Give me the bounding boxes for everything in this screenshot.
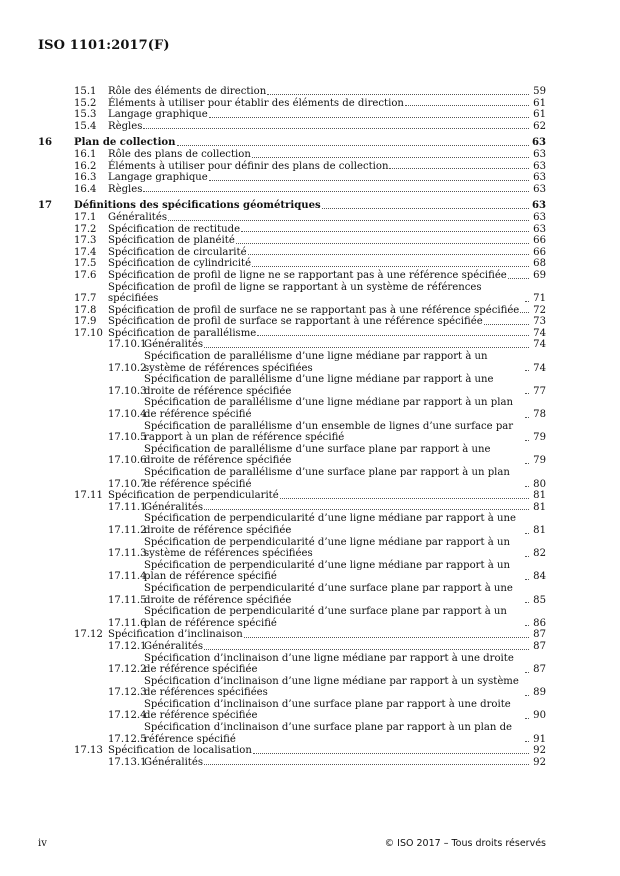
dot-leader bbox=[204, 347, 529, 348]
toc-entry-title: Spécification de parallélisme d’une surface plane par rapport à un plan de référence spécifié bbox=[144, 467, 510, 490]
toc-entry-title: Spécification de profil de ligne se rapportant à un système de références spécifiées bbox=[108, 281, 482, 305]
dot-leader bbox=[252, 157, 529, 158]
toc-entry[interactable] bbox=[38, 200, 546, 212]
toc-entry-number: 17.7 bbox=[74, 293, 97, 305]
dot-leader bbox=[508, 278, 529, 279]
toc-entry-page: 63 bbox=[533, 183, 546, 195]
toc-entry-page: 63 bbox=[533, 160, 546, 172]
dot-leader bbox=[405, 105, 529, 106]
toc-entry-page: 80 bbox=[533, 478, 546, 490]
toc-entry-number: 17 bbox=[38, 200, 53, 212]
toc-entry-title: Règles bbox=[108, 183, 143, 195]
toc-entry-page: 89 bbox=[533, 687, 546, 699]
toc-entry-page: 74 bbox=[533, 339, 546, 351]
dot-leader bbox=[525, 301, 529, 302]
toc-entry-title: Généralités bbox=[144, 501, 204, 513]
dot-leader bbox=[525, 370, 529, 371]
dot-leader bbox=[267, 94, 529, 95]
toc-entry-number: 17.12.4 bbox=[108, 710, 147, 722]
dot-leader bbox=[525, 625, 529, 626]
dot-leader bbox=[525, 463, 529, 464]
toc-entry-title: Spécification d’inclinaison d’une ligne médiane par rapport à un système de références spécifiées bbox=[144, 675, 519, 699]
dot-leader bbox=[241, 231, 529, 232]
toc-entry-title: Spécification de perpendicularité d’une ligne médiane par rapport à un système de références spécifiées bbox=[144, 536, 510, 560]
dot-leader bbox=[520, 312, 529, 313]
toc-entry-title: Spécification de perpendicularité d’une surface plane par rapport à une droite de référence spécifiée bbox=[144, 582, 513, 606]
toc-entry-number: 17.10 bbox=[74, 327, 103, 339]
toc-entry[interactable] bbox=[38, 676, 546, 699]
toc-entry-page: 87 bbox=[533, 664, 546, 676]
toc-entry-number: 17.11.3 bbox=[108, 548, 147, 560]
dot-leader bbox=[525, 579, 529, 580]
toc-entry-number: 17.10.4 bbox=[108, 409, 147, 421]
toc-entry-number: 17.2 bbox=[74, 223, 97, 235]
dot-leader bbox=[280, 498, 529, 499]
dot-leader bbox=[168, 220, 529, 221]
toc-entry[interactable] bbox=[38, 467, 546, 490]
toc-entry[interactable] bbox=[38, 98, 546, 110]
toc-entry-number: 15.3 bbox=[74, 109, 97, 121]
toc-entry-page: 63 bbox=[533, 211, 546, 223]
dot-leader bbox=[525, 393, 529, 394]
toc-entry[interactable] bbox=[38, 757, 546, 769]
toc-entry[interactable] bbox=[38, 121, 546, 133]
toc-entry-page: 63 bbox=[533, 172, 546, 184]
copyright-notice: © ISO 2017 – Tous droits réservés bbox=[384, 838, 546, 849]
dot-leader bbox=[484, 324, 529, 325]
toc-entry[interactable] bbox=[38, 149, 546, 161]
toc-entry-number: 17.12.3 bbox=[108, 687, 147, 699]
toc-entry-page: 79 bbox=[533, 432, 546, 444]
toc-entry-title: Spécification de planéité bbox=[108, 235, 235, 247]
toc-entry[interactable] bbox=[38, 212, 546, 224]
dot-leader bbox=[525, 533, 529, 534]
toc-entry-title: Spécification de perpendicularité d’une ligne médiane par rapport à une droite de référence spécifiée bbox=[144, 513, 516, 536]
document-id-header: ISO 1101:2017(F) bbox=[38, 38, 170, 53]
toc-entry-page: 74 bbox=[533, 327, 546, 339]
toc-entry[interactable] bbox=[38, 137, 546, 149]
toc-entry-page: 84 bbox=[533, 571, 546, 583]
dot-leader bbox=[525, 602, 529, 603]
toc-entry-number: 17.10.7 bbox=[108, 478, 147, 490]
toc-entry-title: Spécification de localisation bbox=[108, 745, 252, 757]
toc-entry-page: 71 bbox=[533, 293, 546, 305]
toc-entry-page: 92 bbox=[533, 745, 546, 757]
toc-entry[interactable] bbox=[38, 339, 546, 351]
toc-entry-number: 17.10.6 bbox=[108, 455, 147, 467]
toc-entry[interactable] bbox=[38, 374, 546, 397]
toc-entry[interactable] bbox=[38, 490, 546, 502]
toc-entry[interactable] bbox=[38, 316, 546, 328]
dot-leader bbox=[525, 695, 529, 696]
toc-entry-number: 15.1 bbox=[74, 86, 97, 97]
toc-entry-page: 63 bbox=[533, 148, 546, 160]
toc-entry-page: 69 bbox=[533, 269, 546, 281]
toc-entry-number: 17.11 bbox=[74, 490, 103, 502]
toc-entry[interactable] bbox=[38, 641, 546, 653]
toc-entry-number: 17.11.5 bbox=[108, 594, 147, 606]
toc-entry[interactable] bbox=[38, 109, 546, 121]
toc-entry-number: 17.4 bbox=[74, 246, 97, 258]
toc-entry-number: 17.10.2 bbox=[108, 362, 147, 374]
toc-entry-page: 85 bbox=[533, 594, 546, 606]
dot-leader bbox=[209, 180, 529, 181]
toc-entry-page: 63 bbox=[531, 137, 546, 149]
toc-entry-number: 17.10.5 bbox=[108, 432, 147, 444]
toc-entry[interactable] bbox=[38, 583, 546, 606]
page-number: iv bbox=[38, 838, 47, 849]
toc-entry[interactable] bbox=[38, 172, 546, 184]
dot-leader bbox=[143, 191, 529, 192]
toc-entry[interactable] bbox=[38, 258, 546, 270]
toc-entry-page: 90 bbox=[533, 710, 546, 722]
toc-entry-page: 63 bbox=[533, 223, 546, 235]
toc-entry-title: Rôle des éléments de direction bbox=[108, 86, 267, 97]
dot-leader bbox=[525, 718, 529, 719]
toc-entry-page: 87 bbox=[533, 629, 546, 641]
toc-entry[interactable] bbox=[38, 161, 546, 173]
toc-entry[interactable] bbox=[38, 224, 546, 236]
dot-leader bbox=[248, 254, 529, 255]
toc-entry-page: 74 bbox=[533, 362, 546, 374]
toc-entry-title: Spécification de parallélisme d’une surface plane par rapport à une droite de référence spécifiée bbox=[144, 443, 491, 467]
toc-entry-page: 66 bbox=[533, 235, 546, 247]
toc-entry-number: 17.11.4 bbox=[108, 571, 147, 583]
toc-entry-number: 17.1 bbox=[74, 211, 97, 223]
toc-entry[interactable] bbox=[38, 86, 546, 98]
toc-entry-title: Généralités bbox=[108, 211, 168, 223]
dot-leader bbox=[244, 637, 529, 638]
toc-entry-title: Plan de collection bbox=[74, 137, 176, 149]
toc-entry[interactable] bbox=[38, 270, 546, 282]
toc-entry-number: 17.9 bbox=[74, 316, 97, 328]
toc-entry-title: Spécification de circularité bbox=[108, 246, 247, 258]
toc-entry[interactable] bbox=[38, 699, 546, 722]
toc-entry[interactable] bbox=[38, 235, 546, 247]
toc-entry-page: 86 bbox=[533, 617, 546, 629]
toc-entry[interactable] bbox=[38, 328, 546, 340]
toc-entry-number: 15.2 bbox=[74, 97, 97, 109]
toc-entry-page: 72 bbox=[533, 304, 546, 316]
toc-entry-title: Généralités bbox=[144, 339, 204, 351]
toc-entry[interactable] bbox=[38, 653, 546, 676]
toc-entry-page: 66 bbox=[533, 246, 546, 258]
dot-leader bbox=[525, 440, 529, 441]
toc-entry-title: Définitions des spécifications géométriques bbox=[74, 200, 321, 212]
toc-entry-number: 17.5 bbox=[74, 258, 97, 270]
toc-entry[interactable] bbox=[38, 397, 546, 420]
toc-entry-page: 77 bbox=[533, 385, 546, 397]
toc-entry-title: Spécification d’inclinaison d’une surface plane par rapport à une droite de référence spécifiée bbox=[144, 698, 511, 722]
toc-entry-page: 91 bbox=[533, 733, 546, 745]
table-of-contents bbox=[38, 86, 546, 768]
toc-entry-title: Spécification d’inclinaison d’une surface plane par rapport à un plan de référence spécifié bbox=[144, 722, 512, 745]
toc-entry-title: Spécification de perpendicularité d’une surface plane par rapport à un plan de référence spécifié bbox=[144, 606, 507, 629]
toc-entry-number: 16.2 bbox=[74, 160, 97, 172]
dot-leader bbox=[209, 117, 529, 118]
toc-entry-number: 17.13.1 bbox=[108, 756, 147, 768]
toc-entry-number: 16.1 bbox=[74, 148, 97, 160]
toc-entry[interactable] bbox=[38, 745, 546, 757]
toc-entry[interactable] bbox=[38, 351, 546, 374]
dot-leader bbox=[389, 168, 529, 169]
dot-leader bbox=[525, 741, 529, 742]
toc-entry[interactable] bbox=[38, 247, 546, 259]
toc-entry-page: 61 bbox=[533, 97, 546, 109]
toc-entry-number: 17.8 bbox=[74, 304, 97, 316]
toc-entry-page: 73 bbox=[533, 316, 546, 328]
toc-entry-page: 61 bbox=[533, 109, 546, 121]
dot-leader bbox=[257, 335, 529, 336]
dot-leader bbox=[143, 128, 529, 129]
toc-entry-number: 17.6 bbox=[74, 269, 97, 281]
toc-entry[interactable] bbox=[38, 560, 546, 583]
toc-entry-title: Langage graphique bbox=[108, 109, 208, 121]
toc-entry-page: 81 bbox=[533, 490, 546, 502]
toc-entry-page: 92 bbox=[533, 756, 546, 768]
dot-leader bbox=[525, 486, 529, 487]
toc-entry-title: Spécification de profil de surface se rapportant à une référence spécifiée bbox=[108, 316, 483, 328]
toc-entry[interactable] bbox=[38, 305, 546, 317]
toc-entry[interactable] bbox=[38, 282, 546, 305]
toc-entry-title: Généralités bbox=[144, 756, 204, 768]
toc-entry-title: Spécification de perpendicularité d’une ligne médiane par rapport à un plan de référence spécifié bbox=[144, 559, 510, 583]
dot-leader bbox=[252, 266, 529, 267]
toc-entry-number: 17.12.1 bbox=[108, 640, 147, 652]
toc-entry[interactable] bbox=[38, 537, 546, 560]
toc-entry[interactable] bbox=[38, 513, 546, 536]
toc-entry-title: Spécification d’inclinaison bbox=[108, 629, 243, 641]
toc-entry-title: Spécification de parallélisme d’une ligne médiane par rapport à un système de références spécifiées bbox=[144, 351, 488, 374]
toc-entry-page: 82 bbox=[533, 548, 546, 560]
toc-entry-page: 63 bbox=[531, 200, 546, 212]
toc-entry-number: 15.4 bbox=[74, 120, 97, 132]
toc-entry-number: 17.12.2 bbox=[108, 664, 147, 676]
toc-entry-title: Règles bbox=[108, 120, 143, 132]
toc-entry-page: 78 bbox=[533, 409, 546, 421]
dot-leader bbox=[204, 764, 529, 765]
toc-entry-title: Éléments à utiliser pour établir des éléments de direction bbox=[108, 97, 404, 109]
toc-entry-page: 81 bbox=[533, 524, 546, 536]
toc-entry-title: Spécification de profil de ligne ne se rapportant pas à une référence spécifiée bbox=[108, 269, 507, 281]
toc-entry-title: Spécification de parallélisme d’une ligne médiane par rapport à une droite de référence spécifiée bbox=[144, 374, 494, 397]
toc-entry[interactable] bbox=[38, 606, 546, 629]
toc-entry-title: Spécification de rectitude bbox=[108, 223, 241, 235]
toc-entry-number: 16.4 bbox=[74, 183, 97, 195]
toc-entry-number: 17.11.6 bbox=[108, 617, 147, 629]
toc-entry[interactable] bbox=[38, 421, 546, 444]
toc-entry-page: 87 bbox=[533, 640, 546, 652]
dot-leader bbox=[236, 243, 529, 244]
toc-entry-page: 68 bbox=[533, 258, 546, 270]
toc-entry[interactable] bbox=[38, 722, 546, 745]
toc-entry-number: 17.11.1 bbox=[108, 501, 147, 513]
toc-entry[interactable] bbox=[38, 502, 546, 514]
dot-leader bbox=[322, 208, 529, 209]
toc-entry-title: Rôle des plans de collection bbox=[108, 148, 251, 160]
toc-entry-title: Langage graphique bbox=[108, 172, 208, 184]
toc-entry-number: 17.10.3 bbox=[108, 385, 147, 397]
toc-entry-number: 17.13 bbox=[74, 745, 103, 757]
toc-entry-page: 62 bbox=[533, 120, 546, 132]
toc-entry-page: 81 bbox=[533, 501, 546, 513]
toc-entry-title: Éléments à utiliser pour définir des plans de collection bbox=[108, 160, 389, 172]
toc-entry-number: 17.3 bbox=[74, 235, 97, 247]
toc-entry-title: Spécification de parallélisme bbox=[108, 327, 257, 339]
dot-leader bbox=[525, 417, 529, 418]
dot-leader bbox=[253, 753, 529, 754]
dot-leader bbox=[525, 556, 529, 557]
toc-entry-title: Spécification d’inclinaison d’une ligne médiane par rapport à une droite de référence spécifiée bbox=[144, 652, 514, 676]
toc-entry-title: Généralités bbox=[144, 640, 204, 652]
toc-entry[interactable] bbox=[38, 629, 546, 641]
toc-entry[interactable] bbox=[38, 444, 546, 467]
toc-entry-page: 59 bbox=[533, 86, 546, 97]
toc-entry-number: 17.11.2 bbox=[108, 524, 147, 536]
dot-leader bbox=[204, 649, 529, 650]
toc-entry-number: 16 bbox=[38, 137, 53, 149]
toc-entry-number: 16.3 bbox=[74, 172, 97, 184]
dot-leader bbox=[204, 509, 529, 510]
toc-entry-page: 79 bbox=[533, 455, 546, 467]
dot-leader bbox=[177, 145, 530, 146]
toc-entry-title: Spécification de parallélisme d’une ligne médiane par rapport à un plan de référence spécifié bbox=[144, 397, 513, 421]
toc-entry-title: Spécification de cylindricité bbox=[108, 258, 252, 270]
toc-entry-title: Spécification de profil de surface ne se rapportant pas à une référence spécifiée bbox=[108, 304, 520, 316]
toc-entry[interactable] bbox=[38, 184, 546, 196]
toc-entry-title: Spécification de perpendicularité bbox=[108, 490, 279, 502]
toc-entry-number: 17.12 bbox=[74, 629, 103, 641]
toc-entry-number: 17.10.1 bbox=[108, 339, 147, 351]
toc-entry-title: Spécification de parallélisme d’un ensemble de lignes d’une surface par rapport à un plan de référence spécifié bbox=[144, 420, 514, 444]
dot-leader bbox=[525, 672, 529, 673]
toc-entry-number: 17.12.5 bbox=[108, 733, 147, 745]
